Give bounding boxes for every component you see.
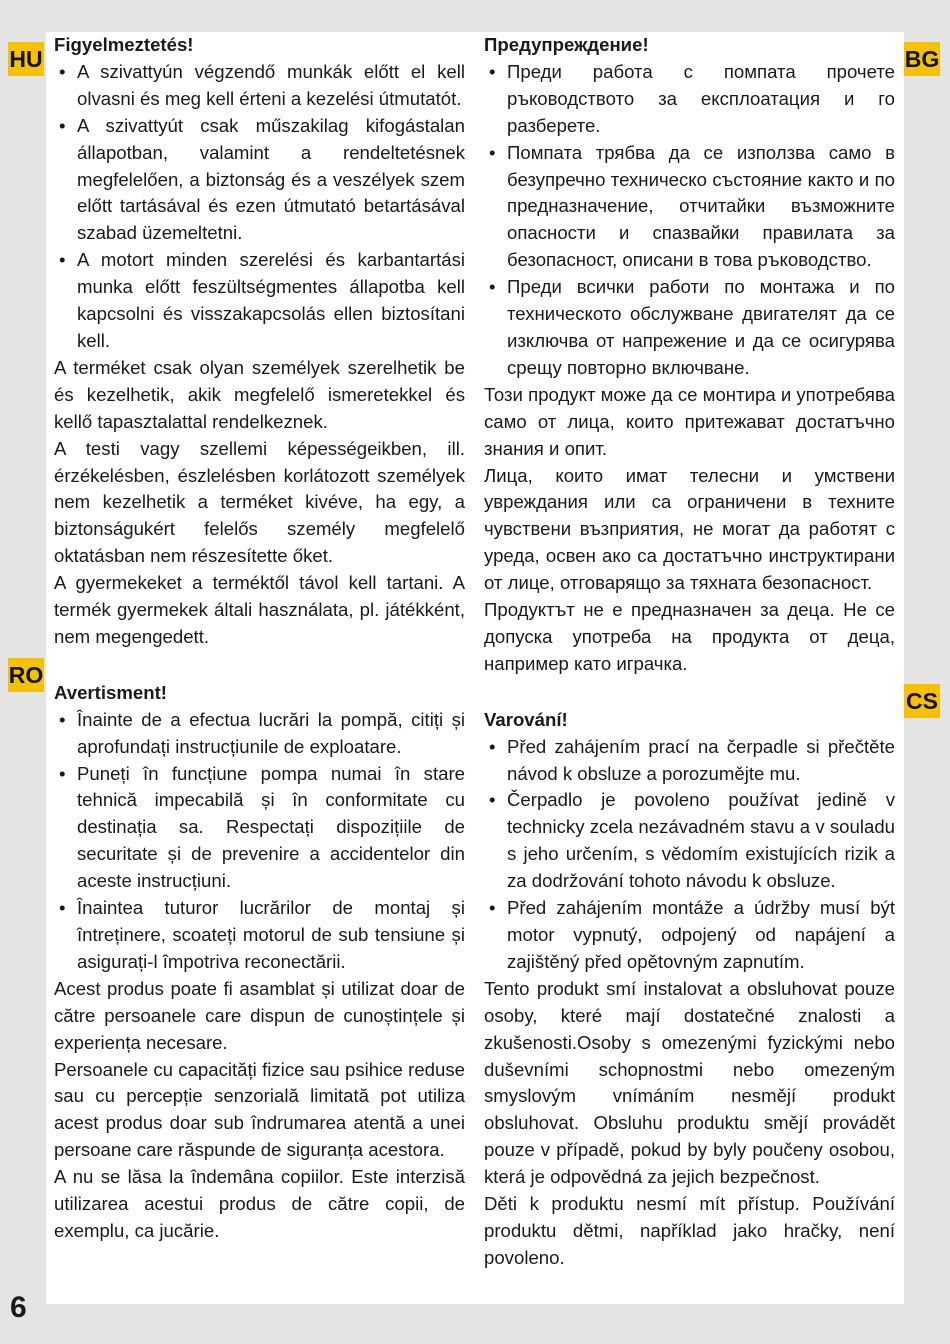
paragraph: A nu se lăsa la îndemâna copiilor. Este interzisă utilizarea acestui produs de către copii, de exemplu, ca jucărie. — [54, 1166, 465, 1241]
section-title-hu: Figyelmeztetés! — [54, 34, 194, 55]
paragraph: Tento produkt smí instalovat a obsluhovat pouze osoby, které mají dostatečné znalosti a zkušenosti.Osoby s omezenými fyzickými nebo duševními schopnostmi nebo omezeným smyslovým vnímáním nesmějí produkt obsluhovat. Obsluhu produktu smějí provádět pouze v případě, pokud by byly poučeny osobou, která je odpovědná za jejich bezpečnost. — [484, 977, 895, 1188]
list-item: • Čerpadlo je povoleno používat jedině v technicky zcela nezávadném stavu a v souladu s jeho určením, s vědomím existujících rizik a za dodržování tohoto návodu k obsluze. — [484, 787, 895, 895]
warning-list-hu — [54, 59, 465, 355]
section-title-bg: Предупреждение! — [484, 34, 649, 55]
paragraph: Děti k produktu nesmí mít přístup. Používání produktu dětmi, například jako hračky, není povoleno. — [484, 1193, 895, 1268]
list-item: • Puneți în funcțiune pompa numai în stare tehnică impecabilă și în conformitate cu destinația sa. Respectați dispozițiile de securitate și de prevenire a accidentelor din aceste instrucțiuni. — [54, 761, 465, 896]
warning-list-ro — [54, 707, 465, 976]
list-item: • Înainte de a efectua lucrări la pompă, citiți și aprofundați instrucțiunile de exploatare. — [54, 707, 465, 761]
language-tag-hu: HU — [8, 42, 44, 76]
list-item: • Před zahájením montáže a údržby musí být motor vypnutý, odpojený od napájení a zajištěný před opětovným zapnutím. — [484, 895, 895, 976]
section-bg — [484, 32, 895, 678]
list-item: • Înaintea tuturor lucrărilor de montaj și întreținere, scoateți motorul de sub tensiune și asigurați-l împotriva reconectării. — [54, 895, 465, 976]
list-item: • Преди работа с помпата прочете ръководството за експлоатация и го разберете. — [484, 59, 895, 140]
section-ro — [54, 680, 465, 1245]
paragraph: A terméket csak olyan személyek szerelhetik be és kezelhetik, akik megfelelő ismeretekkel és kellő tapasztalattal rendelkeznek. — [54, 356, 465, 432]
warning-list-cs — [484, 734, 895, 976]
language-tag-ro: RO — [8, 658, 44, 692]
right-column — [484, 32, 895, 1272]
section-hu — [54, 32, 465, 651]
language-tag-bg: BG — [904, 42, 940, 76]
paragraph: Acest produs poate fi asamblat și utilizat doar de către persoanele care dispun de cunoștințele și experiența necesare. — [54, 977, 465, 1053]
paragraph: Продуктът не е предназначен за деца. Не се допуска употреба на продукта от деца, например като играчка. — [484, 599, 895, 674]
section-title-ro: Avertisment! — [54, 681, 167, 703]
paragraph: Лица, които имат телесни и умствени увреждания или са ограничени в техните чувствени възприятия, не могат да работят с уреда, освен ако са достатъчно инструктирани от лице, отговарящо за тяхната безопасност. — [484, 464, 895, 594]
list-item: • Před zahájením prací na čerpadle si přečtěte návod k obsluze a porozumějte mu. — [484, 734, 895, 788]
page-number: 6 — [10, 1291, 27, 1324]
section-cs — [484, 707, 895, 1272]
paragraph: A testi vagy szellemi képességeikben, ill. érzékelésben, észlelésben korlátozott személyek nem kezelhetik a terméket kivéve, ha egy, a biztonságukért felelős személy megfelelő oktatásban nem részesítette őket. — [54, 437, 465, 567]
list-item: • A szivattyún végzendő munkák előtt el kell olvasni és meg kell érteni a kezelési útmutatót. — [54, 59, 465, 113]
paragraph: A gyermekeket a terméktől távol kell tartani. A termék gyermekek általi használata, pl. játékként, nem megengedett. — [54, 572, 465, 647]
left-column — [54, 32, 465, 1245]
list-item: • A szivattyút csak műszakilag kifogástalan állapotban, valamint a rendeltetésnek megfelelően, a biztonság és a veszélyek szem előtt tartásával és ezen útmutató betartásával szabad üzemeltetni. — [54, 113, 465, 248]
list-item: • Преди всички работи по монтажа и по техническото обслужване двигателят да се изключва от напрежение и да се осигурява срещу повторно включване. — [484, 274, 895, 382]
warning-list-bg — [484, 59, 895, 382]
language-tag-cs: CS — [904, 684, 940, 718]
list-item: • Помпата трябва да се използва само в безупречно техническо състояние както и по предназначение, отчитайки възможните опасности и спазвайки правилата за безопасност, описани в това ръководство. — [484, 140, 895, 275]
section-title-cs: Varování! — [484, 708, 568, 730]
list-item: • A motort minden szerelési és karbantartási munka előtt feszültségmentes állapotba kell kapcsolni és visszakapcsolás ellen biztosítani kell. — [54, 247, 465, 355]
paragraph: Persoanele cu capacități fizice sau psihice reduse sau cu percepție senzorială limitată pot utiliza acest produs doar sub îndrumarea atentă a unei persoane care răspunde de siguranța acestora. — [54, 1058, 465, 1161]
content-panel — [46, 32, 904, 1304]
paragraph: Този продукт може да се монтира и употребява само от лица, които притежават достатъчно знания и опит. — [484, 383, 895, 459]
